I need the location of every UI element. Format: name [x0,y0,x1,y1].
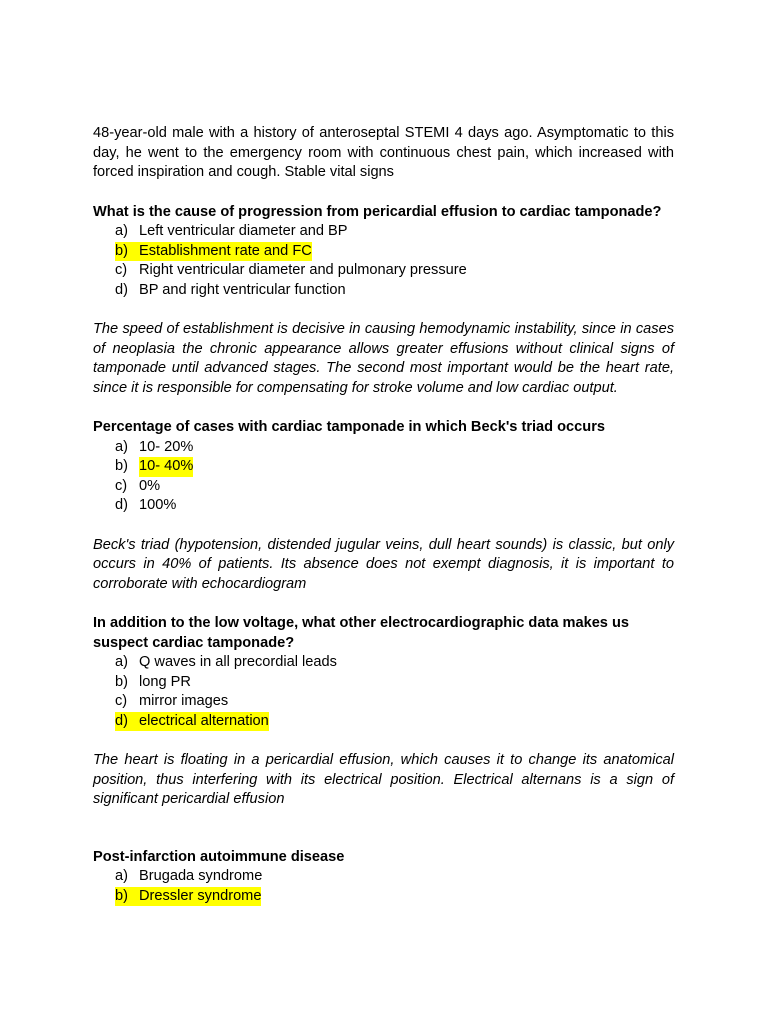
case-intro: 48-year-old male with a history of anteroseptal STEMI 4 days ago. Asymptomatic to this day, he went to the emergency room with continuous chest pain, which increased with forced inspiration and cough. Stable vital signs [93,125,674,180]
option-item [115,653,674,673]
question-text: Post-infarction autoimmune disease [93,848,345,865]
option-item [115,712,674,732]
option-text-highlighted: Dressler syndrome [139,887,262,904]
option-item [115,438,674,458]
option-item [115,261,674,281]
option-list [93,438,674,516]
option-letter: d) [115,281,128,298]
option-text: 100% [139,497,177,513]
option-letter: c) [115,262,128,278]
option-letter: c) [115,477,128,494]
answer-explanation: The heart is floating in a pericardial effusion, which causes it to change its anatomical position, thus interfering with its electrical position. Electrical alternans is a sign of significant pericardial effusion [93,752,674,807]
option-letter: b) [115,673,128,690]
option-letter: a) [115,868,128,884]
question-block-4 [93,848,674,907]
option-item [115,867,674,887]
option-text: mirror images [139,693,229,709]
option-letter: d) [115,497,128,513]
question-text: In addition to the low voltage, what other electrocardiographic data makes us suspect cardiac tamponade? [93,615,630,651]
question-text: Percentage of cases with cardiac tamponade in which Beck's triad occurs [93,419,605,435]
option-text-highlighted: electrical alternation [139,712,269,729]
option-letter: b) [115,458,128,474]
option-text: long PR [139,673,191,690]
option-letter: b) [115,242,128,259]
option-item [115,477,674,497]
question-block-2 [93,418,674,594]
option-text: Right ventricular diameter and pulmonary pressure [139,262,467,278]
option-letter: c) [115,693,128,709]
option-text: 0% [139,477,161,494]
question-text: What is the cause of progression from pericardial effusion to cardiac tamponade? [93,203,662,220]
answer-explanation: Beck's triad (hypotension, distended jugular veins, dull heart sounds) is classic, but only occurs in 40% of patients. Its absence does not exempt diagnosis, it is important to corroborate with echocardiogram [93,536,674,592]
question-block-1 [93,203,674,399]
option-item [115,887,674,907]
option-list [93,653,674,731]
option-letter: b) [115,887,128,904]
option-item [115,281,674,301]
option-letter: a) [115,438,128,455]
option-item [115,496,674,516]
question-block-3 [93,614,674,810]
option-letter: a) [115,654,128,670]
option-text: Q waves in all precordial leads [139,654,337,670]
option-letter: d) [115,712,128,729]
option-letter: a) [115,223,128,239]
option-item [115,673,674,693]
option-list [93,867,674,906]
option-text-highlighted: Establishment rate and FC [139,242,312,259]
answer-explanation: The speed of establishment is decisive in causing hemodynamic instability, since in cases of neoplasia the chronic appearance allows greater effusions without clinical signs of tamponade until advanced stages. The second most important would be the heart rate, since it is responsible for compensating for stroke volume and low cardiac output. [93,321,674,396]
option-text: BP and right ventricular function [139,281,346,298]
option-item [115,457,674,477]
option-item [115,692,674,712]
option-item [115,222,674,242]
option-text: Brugada syndrome [139,868,263,884]
option-item [115,242,674,262]
option-list [93,222,674,300]
option-text-highlighted: 10- 40% [139,457,193,477]
option-text: Left ventricular diameter and BP [139,223,348,239]
option-text: 10- 20% [139,438,194,455]
